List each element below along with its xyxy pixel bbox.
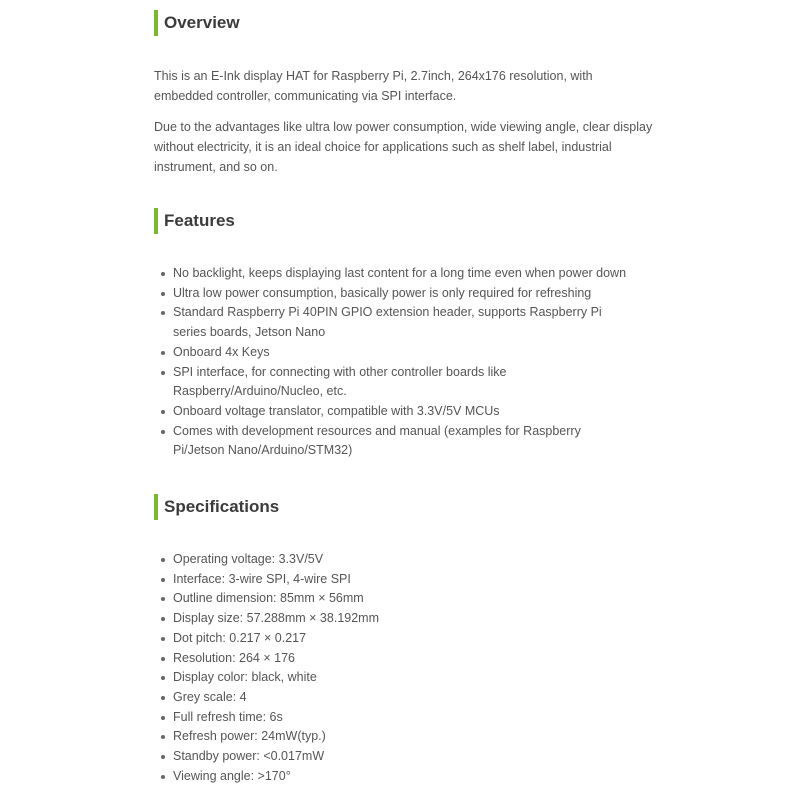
- overview-paragraph-1: This is an E-Ink display HAT for Raspberry Pi, 2.7inch, 264x176 resolution, with embedded controller, communicating via SPI interface.: [154, 69, 593, 103]
- list-item: Viewing angle: >170°: [154, 767, 634, 787]
- specifications-list: [154, 550, 634, 786]
- list-item: Display color: black, white: [154, 668, 634, 688]
- list-item: Dot pitch: 0.217 × 0.217: [154, 629, 634, 649]
- list-item: Onboard voltage translator, compatible with 3.3V/5V MCUs: [154, 402, 634, 422]
- list-item: SPI interface, for connecting with other controller boards like Raspberry/Arduino/Nucleo, etc.: [154, 363, 634, 402]
- bullet-icon: [161, 311, 165, 315]
- list-item: Outline dimension: 85mm × 56mm: [154, 589, 634, 609]
- bullet-icon: [161, 292, 165, 296]
- list-item: Standby power: <0.017mW: [154, 747, 634, 767]
- list-item: Ultra low power consumption, basically power is only required for refreshing: [154, 284, 634, 304]
- list-item: Operating voltage: 3.3V/5V: [154, 550, 634, 570]
- list-item: Resolution: 264 × 176: [154, 649, 634, 669]
- list-item: Comes with development resources and manual (examples for Raspberry Pi/Jetson Nano/Arduino/STM32): [154, 422, 634, 461]
- overview-heading: [154, 10, 674, 36]
- bullet-icon: [161, 696, 165, 700]
- list-item: Interface: 3-wire SPI, 4-wire SPI: [154, 570, 634, 590]
- bullet-icon: [161, 716, 165, 720]
- bullet-icon: [161, 755, 165, 759]
- bullet-icon: [161, 578, 165, 582]
- bullet-icon: [161, 410, 165, 414]
- features-title: Features: [164, 211, 235, 230]
- features-heading: [154, 208, 674, 234]
- bullet-icon: [161, 371, 165, 375]
- specifications-section: [154, 494, 674, 786]
- bullet-icon: [161, 558, 165, 562]
- bullet-icon: [161, 657, 165, 661]
- features-list: [154, 264, 634, 461]
- heading-accent-bar: [154, 494, 158, 520]
- list-item: Full refresh time: 6s: [154, 708, 634, 728]
- overview-paragraph-2: Due to the advantages like ultra low power consumption, wide viewing angle, clear display without electricity, it is an ideal choice for applications such as shelf label, industrial instrument, and so on.: [154, 120, 653, 174]
- bullet-icon: [161, 735, 165, 739]
- bullet-icon: [161, 351, 165, 355]
- specifications-title: Specifications: [164, 497, 280, 516]
- heading-accent-bar: [154, 10, 158, 36]
- bullet-icon: [161, 430, 165, 434]
- list-item: Standard Raspberry Pi 40PIN GPIO extension header, supports Raspberry Pi series boards, Jetson Nano: [154, 303, 634, 342]
- list-item: Onboard 4x Keys: [154, 343, 634, 363]
- list-item: Refresh power: 24mW(typ.): [154, 727, 634, 747]
- bullet-icon: [161, 272, 165, 276]
- specifications-heading: [154, 494, 674, 520]
- bullet-icon: [161, 617, 165, 621]
- list-item: Display size: 57.288mm × 38.192mm: [154, 609, 634, 629]
- list-item: No backlight, keeps displaying last content for a long time even when power down: [154, 264, 634, 284]
- features-section: [154, 208, 674, 461]
- overview-section: [154, 10, 674, 177]
- bullet-icon: [161, 597, 165, 601]
- bullet-icon: [161, 637, 165, 641]
- list-item: Grey scale: 4: [154, 688, 634, 708]
- bullet-icon: [161, 676, 165, 680]
- overview-title: Overview: [164, 13, 240, 32]
- heading-accent-bar: [154, 208, 158, 234]
- bullet-icon: [161, 775, 165, 779]
